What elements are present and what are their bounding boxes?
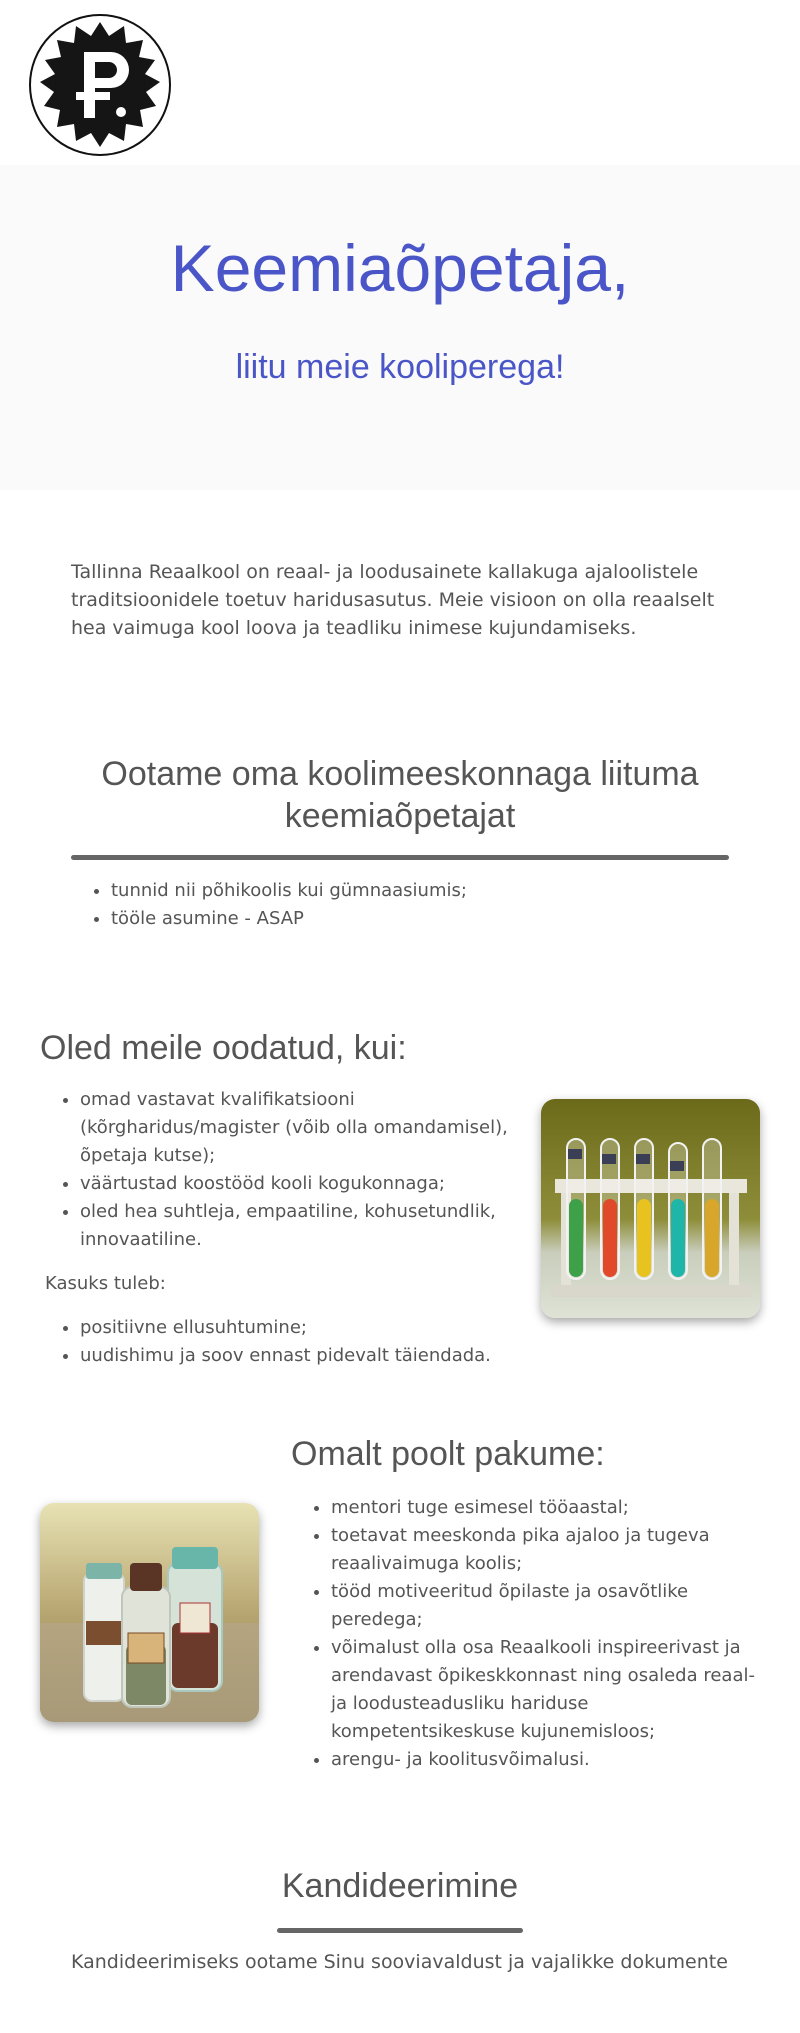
apply-section-title: Kandideerimine: [281, 1867, 519, 1905]
list-item: • oled hea suhtleja, empaatiline, kohusetundlik, innovaatiline.: [80, 1198, 520, 1254]
section-divider: [277, 1928, 523, 1933]
requirements-list: [40, 1086, 520, 1254]
offer-section-title: Omalt poolt pakume:: [291, 1435, 605, 1473]
list-item: • omad vastavat kvalifikatsiooni (kõrgharidus/magister (võib olla omandamisel), õpetaja kutse);: [80, 1086, 520, 1170]
list-item: • uudishimu ja soov ennast pidevalt täiendada.: [80, 1342, 520, 1370]
list-item: • toetavat meeskonda pika ajaloo ja tugeva reaalivaimuga koolis;: [331, 1522, 771, 1578]
intro-paragraph: Tallinna Reaalkool on reaal- ja loodusainete kallakuga ajaloolistele traditsioonidele toetuv haridusasutus. Meie visioon on olla reaalselt hea vaimuga kool loova ja teadliku inimese kujundamiseks.: [71, 561, 715, 639]
join-section-title: Ootame oma koolimeeskonnaga liituma keemiaõpetajat: [101, 755, 699, 835]
test-tubes-photo: [541, 1099, 760, 1318]
list-item: • positiivne ellusuhtumine;: [80, 1314, 520, 1342]
list-item: • väärtustad koostööd kooli kogukonnaga;: [80, 1170, 520, 1198]
list-item: • võimalust olla osa Reaalkooli inspireerivast ja arendavast õpikeskkonnast ning osaleda reaal- ja loodusteadusliku hariduse kompetentsikeskuse kujunemisloos;: [331, 1634, 771, 1746]
join-details-list: [71, 877, 731, 933]
list-item: • tunnid nii põhikoolis kui gümnaasiumis;: [111, 877, 731, 905]
list-item: • tööle asumine - ASAP: [111, 905, 731, 933]
school-logo[interactable]: [29, 14, 171, 156]
hero-subtitle: liitu meie kooliperega!: [235, 348, 565, 386]
list-item: • mentori tuge esimesel tööaastal;: [331, 1494, 771, 1522]
hero-title: Keemiaõpetaja,: [170, 231, 630, 305]
list-item: • arengu- ja koolitusvõimalusi.: [331, 1746, 771, 1774]
benefits-list: [40, 1314, 520, 1370]
apply-paragraph: Kandideerimiseks ootame Sinu sooviavaldust ja vajalikke dokumente: [71, 1951, 728, 1973]
chemical-jars-photo: [40, 1503, 259, 1722]
list-item: • tööd motiveeritud õpilaste ja osavõtlike peredega;: [331, 1578, 771, 1634]
benefits-label: Kasuks tuleb:: [45, 1273, 166, 1294]
hero-banner: [0, 165, 800, 490]
expected-section-title: Oled meile oodatud, kui:: [40, 1029, 407, 1067]
offer-list: [291, 1494, 771, 1774]
school-emblem-logo: [29, 14, 171, 156]
section-divider: [71, 855, 729, 860]
